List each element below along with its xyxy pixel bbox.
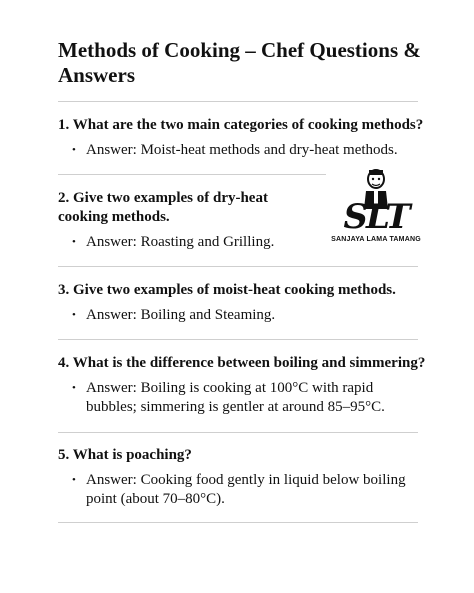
answer-3: [72, 306, 412, 325]
answer-4: [72, 379, 417, 417]
bullet-icon: •: [72, 309, 76, 321]
bullet-icon: •: [72, 474, 76, 486]
answer-1-text: Answer: Moist-heat methods and dry-heat methods.: [86, 142, 398, 158]
answer-5: [72, 471, 417, 509]
logo-caption: SANJAYA LAMA TAMANG: [331, 236, 421, 243]
divider: [58, 522, 418, 523]
answer-2-text: Answer: Roasting and Grilling.: [86, 234, 275, 250]
divider: [58, 174, 326, 175]
answer-1: [72, 141, 412, 160]
bullet-icon: •: [72, 144, 76, 156]
answer-5-text: Answer: Cooking food gently in liquid below boiling point (about 70–80°C).: [86, 472, 406, 507]
divider: [58, 339, 418, 340]
question-2: 2. Give two examples of dry-heat cooking methods.: [58, 190, 268, 225]
answer-3-text: Answer: Boiling and Steaming.: [86, 307, 276, 323]
question-3: 3. Give two examples of moist-heat cooking methods.: [58, 282, 396, 298]
answer-4-text: Answer: Boiling is cooking at 100°C with rapid bubbles; simmering is gentler at around 85–95°C.: [86, 380, 385, 415]
logo-initials-wrap: [332, 198, 420, 238]
divider: [58, 432, 418, 433]
bullet-icon: •: [72, 382, 76, 394]
divider: [58, 101, 418, 102]
page-title: Methods of Cooking – Chef Questions & Answers: [58, 38, 421, 87]
logo-initials: SLT: [343, 197, 409, 237]
answer-2: [72, 233, 322, 252]
bullet-icon: •: [72, 236, 76, 248]
question-4: 4. What is the difference between boiling and simmering?: [58, 355, 426, 371]
question-5: 5. What is poaching?: [58, 447, 192, 463]
question-1: 1. What are the two main categories of cooking methods?: [58, 117, 424, 133]
divider: [58, 266, 418, 267]
